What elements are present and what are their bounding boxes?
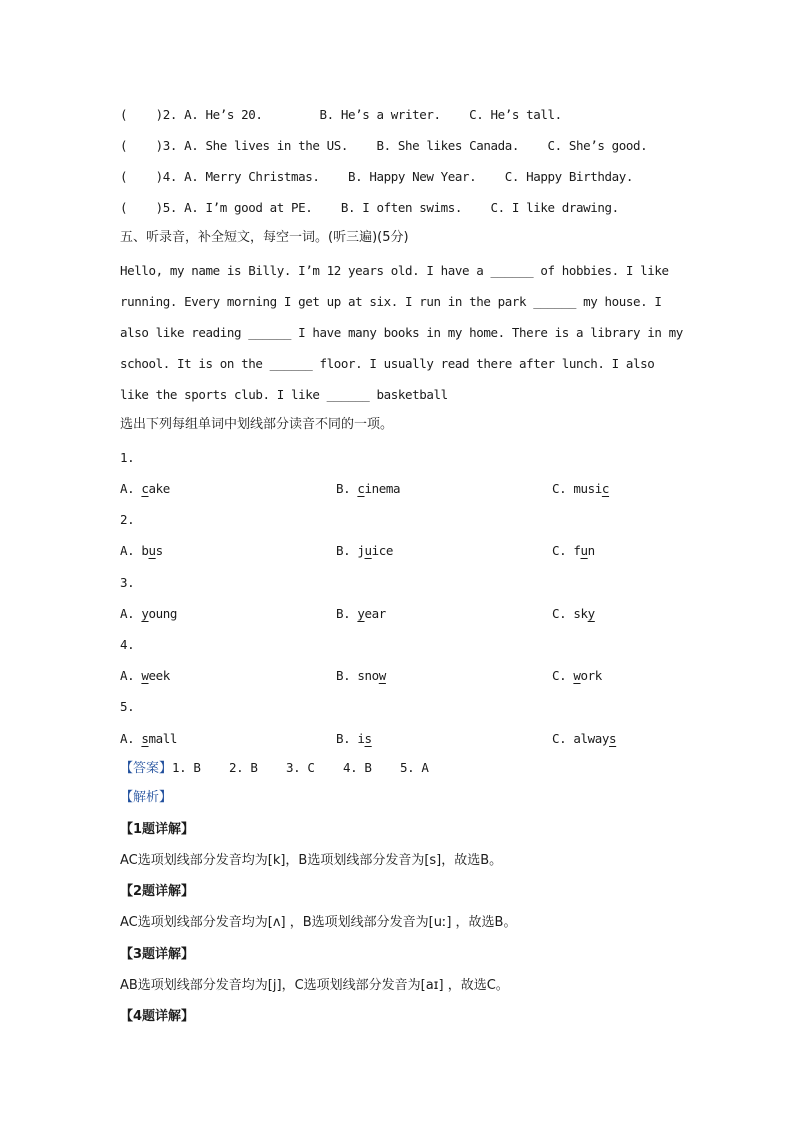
phonics-option-c: C. fun — [552, 543, 595, 558]
phonics-question-number: 5. — [120, 699, 135, 714]
detail-heading: 【3题详解】 — [120, 947, 195, 962]
section-5-title: 五、听录音，补全短文，每空一词。(听三遍)(5分) — [120, 230, 409, 245]
detail-text: AC选项划线部分发音均为[k]，B选项划线部分发音为[s]，故选B。 — [120, 853, 503, 868]
question-2-options: ( )2. A. He’s 20. B. He’s a writer. C. He’s tall. — [120, 107, 562, 122]
passage-line: school. It is on the ______ floor. I usually read there after lunch. I also — [120, 356, 655, 371]
phonics-question-number: 3. — [120, 575, 135, 590]
phonics-option-a: A. small — [120, 731, 178, 746]
underlined-letter: w — [378, 668, 386, 683]
underlined-letter: s — [609, 731, 617, 746]
question-4-options: ( )4. A. Merry Christmas. B. Happy New Year. C. Happy Birthday. — [120, 169, 634, 184]
phonics-question-number: 4. — [120, 637, 135, 652]
question-5-options: ( )5. A. I’m good at PE. B. I often swims. C. I like drawing. — [120, 200, 619, 215]
answer-text: 1. B 2. B 3. C 4. B 5. A — [172, 760, 429, 775]
underlined-letter: y — [141, 606, 149, 621]
underlined-letter: s — [141, 731, 149, 746]
underlined-letter: u — [580, 543, 588, 558]
phonics-option-a: A. bus — [120, 543, 163, 558]
phonics-option-b: B. snow — [336, 668, 386, 683]
underlined-letter: u — [364, 543, 372, 558]
analysis-tag: 【解析】 — [120, 790, 173, 805]
underlined-letter: u — [148, 543, 156, 558]
underlined-letter: c — [141, 481, 149, 496]
phonics-question-number: 1. — [120, 450, 135, 465]
underlined-letter: s — [364, 731, 372, 746]
phonics-option-a: A. young — [120, 606, 178, 621]
answer-tag: 【答案】 — [120, 761, 173, 776]
phonics-option-b: B. juice — [336, 543, 394, 558]
question-3-options: ( )3. A. She lives in the US. B. She likes Canada. C. She’s good. — [120, 138, 648, 153]
passage-line: running. Every morning I get up at six. I run in the park ______ my house. I — [120, 294, 662, 309]
phonics-option-b: B. year — [336, 606, 386, 621]
phonics-option-a: A. week — [120, 668, 170, 683]
passage-line: Hello, my name is Billy. I’m 12 years old. I have a ______ of hobbies. I like — [120, 263, 669, 278]
passage-line: like the sports club. I like ______ basketball — [120, 387, 448, 402]
phonics-option-b: B. is — [336, 731, 372, 746]
phonics-option-c: C. sky — [552, 606, 595, 621]
underlined-letter: y — [357, 606, 365, 621]
phonics-option-c: C. music — [552, 481, 610, 496]
detail-heading: 【4题详解】 — [120, 1009, 195, 1024]
phonics-instruction: 选出下列每组单词中划线部分读音不同的一项。 — [120, 417, 394, 432]
underlined-letter: w — [141, 668, 149, 683]
detail-heading: 【2题详解】 — [120, 884, 195, 899]
phonics-option-c: C. work — [552, 668, 602, 683]
underlined-letter: c — [601, 481, 610, 496]
phonics-option-c: C. always — [552, 731, 617, 746]
underlined-letter: c — [357, 481, 365, 496]
answer-line — [120, 759, 429, 778]
phonics-question-number: 2. — [120, 512, 135, 527]
phonics-option-b: B. cinema — [336, 481, 401, 496]
underlined-letter: y — [587, 606, 595, 621]
underlined-letter: w — [573, 668, 581, 683]
detail-text: AB选项划线部分发音均为[j]，C选项划线部分发音为[aɪ] ，故选C。 — [120, 978, 509, 993]
passage-line: also like reading ______ I have many books in my home. There is a library in my — [120, 325, 683, 340]
detail-text: AC选项划线部分发音均为[ʌ] ，B选项划线部分发音为[uː] ，故选B。 — [120, 915, 517, 930]
detail-heading: 【1题详解】 — [120, 822, 195, 837]
phonics-option-a: A. cake — [120, 481, 170, 496]
